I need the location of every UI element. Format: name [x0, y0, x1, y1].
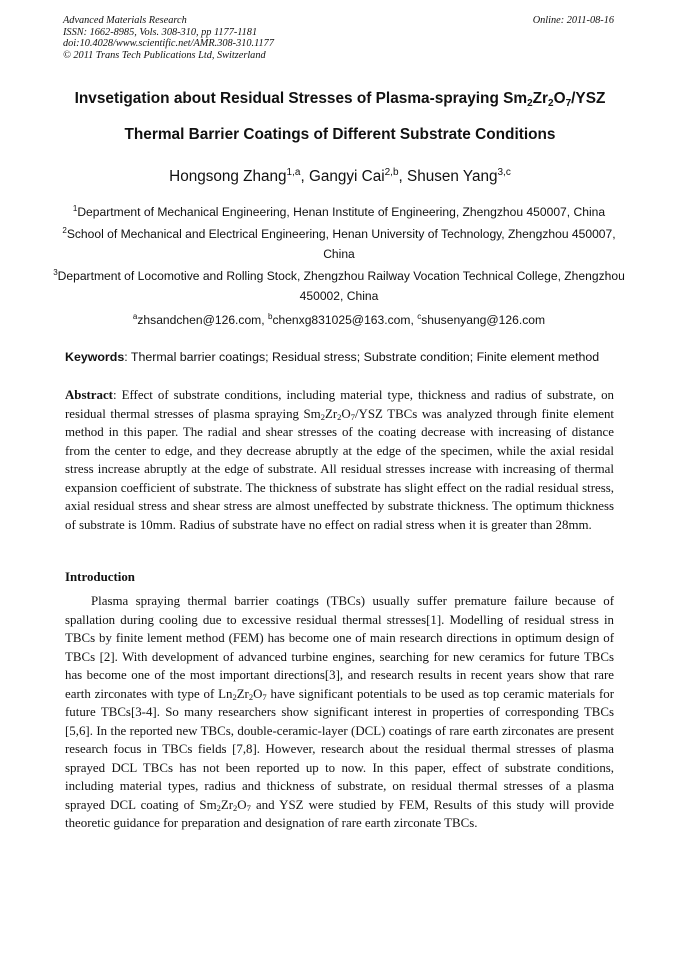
paper-title-line-2: Thermal Barrier Coatings of Different Substrate Conditions [124, 126, 556, 143]
journal-header [63, 15, 274, 61]
section-heading-introduction: Introduction [65, 570, 135, 584]
author-name: Gangyi Cai [308, 168, 385, 185]
copyright-line: © 2011 Trans Tech Publications Ltd, Switzerland [63, 49, 266, 61]
issn-line: ISSN: 1662-8985, Vols. 308-310, pp 1177-1181 [63, 26, 258, 38]
author-name: Shusen Yang [407, 168, 498, 185]
email-link[interactable]: zhsandchen@126.com, [137, 313, 268, 327]
abstract: Abstract: Effect of substrate conditions, including material type, thickness and radius of substrate, on residual thermal stresses of plasma spraying $Sm_2Zr_2O_7$/YSZ TBCs was analyzed through finite element method in this paper. The radial and shear stresses of the coating decrease with increasing of distance from the center to edge, and they decrease abruptly at the edge of the specimen, while the axial residal stress increase abruptly at the edge of substrate. All residual stresses increase with increasing of thermal expansion coefficient of substrate. The thickness of substrate has slight effect on the radial residual stress, axial residual stress and shear stress are almost uneffected by substrate thickness. The optimum thickness of substrate is 10mm. Radius of substrate have no effect on radial stress when it is greater than 28mm. [65, 388, 614, 532]
author-list: Hongsong Zhang$^{1,a}$, Gangyi Cai$^{2,b}$, Shusen Yang$^{3,c}$ [169, 167, 511, 185]
affiliation-2: $^2$School of Mechanical and Electrical Engineering, Henan University of Technology, Zhengzhou 450007, China [62, 226, 616, 261]
keywords-label: Keywords [65, 350, 125, 364]
affiliation-3: $^3$Department of Locomotive and Rolling Stock, Zhengzhou Railway Vocation Technical College, Zhengzhou 450002, China [53, 268, 625, 303]
email-link[interactable]: chenxg831025@163.com, [272, 313, 418, 327]
online-date [533, 15, 614, 27]
affiliation-1: $^1$Department of Mechanical Engineering, Henan Institute of Engineering, Zhengzhou 450007, China [72, 204, 606, 219]
introduction-paragraph: Plasma spraying thermal barrier coatings (TBCs) usually suffer premature failure because of spallation during cooling due to excessive residual thermal stresses[1]. Modelling of residual stress in TBCs by finite lement method (FEM) has become one of main research directions in optimum design of TBCs [2]. With development of advanced turbine engines, searching for new ceramics for future TBCs has become one of the most important directions[3], and research results in recent years show that rare earth zirconates with type of $Ln_2Zr_2O_7$ have significant potentials to be used as top ceramic materials for future TBCs[3-4]. So many researchers show significant interest in properties of corresponding TBCs [5,6]. In the reported new TBCs, double-ceramic-layer (DCL) coatings of rare earth zirconates are present research focus in TBCs fields [7,8]. However, research about the residual thermal stresses of plasma sprayed DCL TBCs has not been reported up to now. In this paper, effect of substrate conditions, including material types, radius and thickness of substrate, on residual thermal stresses of a plasma sprayed DCL coating of $Sm_2Zr_2O_7$ and YSZ were studied by FEM, Results of this study will provide theoretic guidance for preparation and designation of rare earth zirconate TBCs. [65, 594, 614, 830]
author-emails: $^a$zhsandchen@126.com, $^b$chenxg831025@163.com, $^c$shusenyang@126.com [132, 312, 546, 327]
journal-name: Advanced Materials Research [63, 15, 187, 26]
author-name: Hongsong Zhang [169, 168, 287, 185]
keywords [65, 348, 617, 366]
doi-line: doi:10.4028/www.scientific.net/AMR.308-310.1177 [63, 38, 274, 49]
abstract-label: Abstract [65, 388, 113, 402]
paper-title-line-1: Invsetigation about Residual Stresses of Plasma-spraying $Sm_2Zr_2O_7$/YSZ [74, 90, 606, 109]
email-link[interactable]: shusenyang@126.com [421, 313, 546, 327]
keywords-text: : Thermal barrier coatings; Residual stress; Substrate condition; Finite element method [124, 350, 600, 364]
online-date-text: Online: 2011-08-16 [532, 15, 614, 26]
